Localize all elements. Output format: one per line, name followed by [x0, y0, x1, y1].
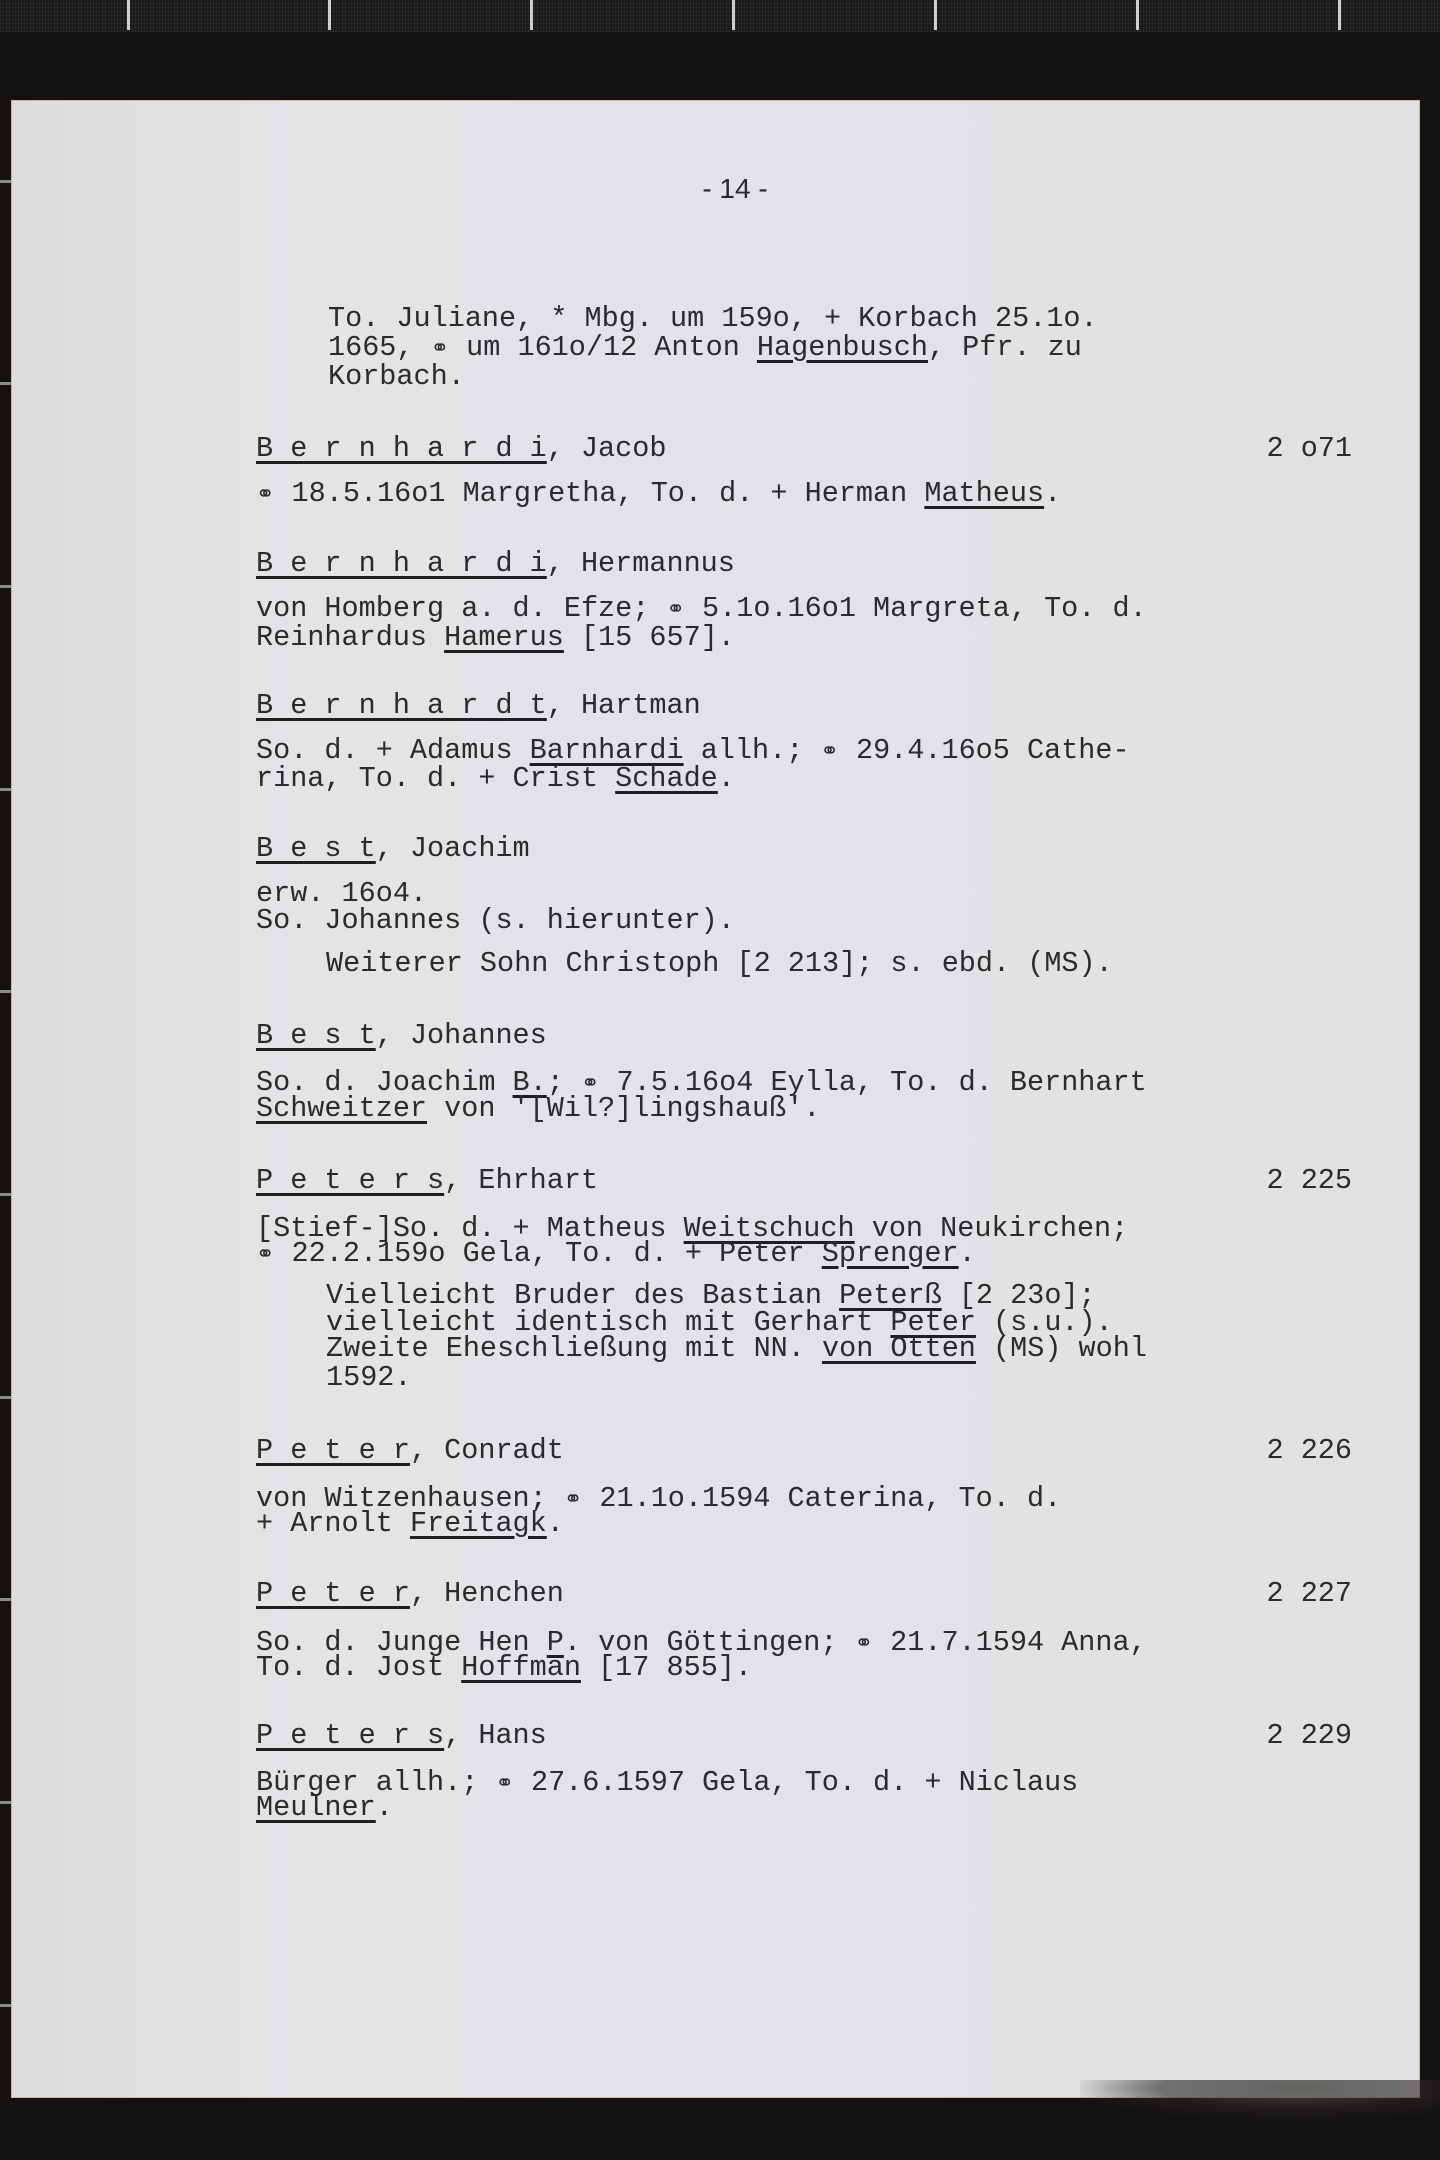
margin-tick	[0, 382, 11, 385]
underlined-name: P e t e r s	[256, 1718, 445, 1752]
text-segment: 22.2.159o Gela, To. d. + Peter	[274, 1236, 822, 1270]
text-line	[328, 301, 1098, 335]
underlined-name: B e r n h a r d i	[256, 546, 547, 580]
text-segment: vielleicht identisch mit Gerhart	[326, 1305, 891, 1339]
text-segment: .	[717, 761, 735, 795]
text-segment: Reinhardus	[256, 620, 445, 654]
ruler-tick	[934, 0, 937, 30]
marriage-symbol-icon: ⚭	[256, 1241, 275, 1267]
text-segment: von '[Wil?]lingshauß'.	[427, 1091, 821, 1125]
text-segment: .	[546, 1506, 564, 1540]
text-segment: , Pfr. zu	[927, 330, 1082, 364]
margin-tick	[0, 2004, 11, 2007]
text-segment: 1665,	[328, 330, 431, 364]
text-segment: [15 657].	[563, 620, 735, 654]
text-line	[256, 476, 1062, 510]
text-line	[256, 831, 530, 865]
text-line	[326, 1360, 412, 1394]
text-segment: To. Juliane, * Mbg. um 159o, + Korbach 25.1o.	[328, 301, 1098, 335]
text-segment: erw. 16o4.	[256, 876, 428, 910]
margin-tick	[0, 1396, 11, 1399]
underlined-name: Sprenger	[821, 1236, 959, 1270]
underlined-name: Hamerus	[444, 620, 564, 654]
underlined-name: Meulner	[256, 1790, 376, 1824]
page-shadow	[1080, 2080, 1440, 2120]
margin-tick	[0, 1598, 11, 1601]
text-segment: [17 855].	[580, 1650, 752, 1684]
text-segment: .	[1044, 476, 1062, 510]
ruler-tick	[127, 0, 130, 30]
ruler-tick	[328, 0, 331, 30]
text-segment: , Jacob	[546, 431, 667, 465]
marriage-symbol-icon: ⚭	[495, 1770, 514, 1796]
text-segment: Zweite Eheschließung mit NN.	[326, 1331, 822, 1365]
text-line	[256, 1018, 547, 1052]
underlined-name: B e s t	[256, 1018, 376, 1052]
scanner-strip	[0, 0, 1440, 32]
text-segment: So. Johannes (s. hierunter).	[256, 903, 735, 937]
underlined-name: Schade	[615, 761, 718, 795]
underlined-name: P e t e r s	[256, 1163, 445, 1197]
underlined-name: Matheus	[924, 476, 1045, 510]
text-segment: So. d. Junge Hen	[256, 1625, 547, 1659]
entry-heading	[256, 1718, 547, 1752]
text-line	[326, 1331, 1147, 1365]
marriage-symbol-icon: ⚭	[563, 1486, 583, 1512]
underlined-name: P	[546, 1625, 564, 1659]
text-segment: , Hermannus	[546, 546, 735, 580]
text-line	[328, 330, 1082, 364]
text-segment: , Ehrhart	[444, 1163, 599, 1197]
text-segment: [2 23o];	[941, 1278, 1096, 1312]
text-segment: To. d. Jost	[256, 1650, 462, 1684]
underlined-name: Schweitzer	[256, 1091, 428, 1125]
underlined-name: B.	[512, 1065, 547, 1099]
text-line	[256, 1790, 393, 1824]
underlined-name: von Otten	[821, 1331, 976, 1365]
entry-number: 2 229	[1266, 1718, 1352, 1752]
text-line	[328, 359, 465, 393]
underlined-name: Peter	[890, 1305, 976, 1339]
underlined-name: Hagenbusch	[756, 330, 928, 364]
margin-tick	[0, 180, 11, 183]
marriage-symbol-icon: ⚭	[820, 738, 839, 764]
text-segment: 7.5.16o4 Eylla, To. d. Bernhart	[599, 1065, 1147, 1099]
underlined-name: Peterß	[839, 1278, 942, 1312]
marriage-symbol-icon: ⚭	[854, 1630, 874, 1656]
text-segment: von Neukirchen;	[854, 1211, 1129, 1245]
marriage-symbol-icon: ⚭	[666, 596, 685, 622]
text-segment: , Hartman	[546, 688, 701, 722]
text-segment: allh.;	[683, 733, 821, 767]
marriage-symbol-icon: ⚭	[430, 335, 450, 361]
text-segment: Korbach.	[328, 359, 465, 393]
ruler-tick	[1136, 0, 1139, 30]
text-segment: 21.7.1594 Anna,	[873, 1625, 1147, 1659]
ruler-tick	[1338, 0, 1341, 30]
text-segment: , Henchen	[409, 1576, 564, 1610]
ruler-tick	[530, 0, 533, 30]
text-segment: So. d. Joachim	[256, 1065, 513, 1099]
ruler-tick	[732, 0, 735, 30]
text-segment: von Homberg a. d. Efze;	[256, 591, 667, 625]
underlined-name: Weitschuch	[683, 1211, 855, 1245]
text-segment: 5.1o.16o1 Margreta, To. d.	[684, 591, 1147, 625]
text-segment: (MS) wohl	[975, 1331, 1147, 1365]
margin-tick	[0, 788, 11, 791]
text-line	[256, 620, 735, 654]
text-segment: 27.6.1597 Gela, To. d. + Niclaus	[513, 1765, 1079, 1799]
text-segment: 18.5.16o1 Margretha, To. d. + Herman	[274, 476, 925, 510]
entry-number: 2 227	[1266, 1576, 1352, 1610]
text-line	[256, 688, 701, 722]
text-segment: .	[958, 1236, 976, 1270]
text-segment: rina, To. d. + Crist	[256, 761, 616, 795]
entry-number: 2 226	[1266, 1433, 1352, 1467]
margin-tick	[0, 585, 11, 588]
text-line	[256, 761, 735, 795]
underlined-name: P e t e r	[256, 1576, 410, 1610]
text-line	[256, 1091, 821, 1125]
text-segment: , Hans	[444, 1718, 547, 1752]
text-segment: .	[375, 1790, 393, 1824]
text-segment: um 161o/12 Anton	[449, 330, 757, 364]
text-segment: , Conradt	[409, 1433, 564, 1467]
text-line	[326, 946, 1113, 980]
entry-number: 2 225	[1266, 1163, 1352, 1197]
text-segment: 21.1o.1594 Caterina, To. d.	[582, 1481, 1062, 1515]
text-segment: ;	[546, 1065, 581, 1099]
margin-tick	[0, 1801, 11, 1804]
text-line	[256, 733, 1130, 767]
text-line	[256, 1650, 752, 1684]
entry-heading	[256, 1433, 564, 1467]
underlined-name: P e t e r	[256, 1433, 410, 1467]
text-segment: 1592.	[326, 1360, 412, 1394]
margin-tick	[0, 990, 11, 993]
text-segment: [Stief-]So. d. + Matheus	[256, 1211, 684, 1245]
text-line	[256, 1506, 564, 1540]
text-line	[256, 591, 1147, 625]
text-segment: + Arnolt	[256, 1506, 410, 1540]
margin-tick	[0, 1193, 11, 1196]
text-line	[256, 1236, 976, 1270]
page-number: - 14 -	[702, 173, 768, 204]
text-segment: 29.4.16o5 Cathe-	[838, 733, 1130, 767]
text-line	[256, 546, 735, 580]
text-segment: So. d. + Adamus	[256, 733, 530, 767]
marriage-symbol-icon: ⚭	[256, 481, 275, 507]
entry-number: 2 o71	[1266, 431, 1352, 465]
text-segment: Weiterer Sohn Christoph [2 213]; s. ebd. (MS).	[326, 946, 1113, 980]
text-segment: von Witzenhausen;	[256, 1481, 564, 1515]
entry-heading	[256, 1576, 564, 1610]
text-segment: . von Göttingen;	[563, 1625, 855, 1659]
underlined-name: B e r n h a r d t	[256, 688, 547, 722]
text-line	[256, 903, 735, 937]
text-segment: Bürger allh.;	[256, 1765, 496, 1799]
text-segment: (s.u.).	[975, 1305, 1113, 1339]
underlined-name: Freitagk	[409, 1506, 547, 1540]
underlined-name: B e r n h a r d i	[256, 431, 547, 465]
underlined-name: Hoffman	[461, 1650, 581, 1684]
text-segment: , Joachim	[375, 831, 530, 865]
entry-heading	[256, 1163, 599, 1197]
text-segment: , Johannes	[375, 1018, 547, 1052]
underlined-name: B e s t	[256, 831, 376, 865]
text-segment: Vielleicht Bruder des Bastian	[326, 1278, 840, 1312]
marriage-symbol-icon: ⚭	[580, 1070, 600, 1096]
entry-heading	[256, 431, 667, 465]
underlined-name: Barnhardi	[529, 733, 684, 767]
